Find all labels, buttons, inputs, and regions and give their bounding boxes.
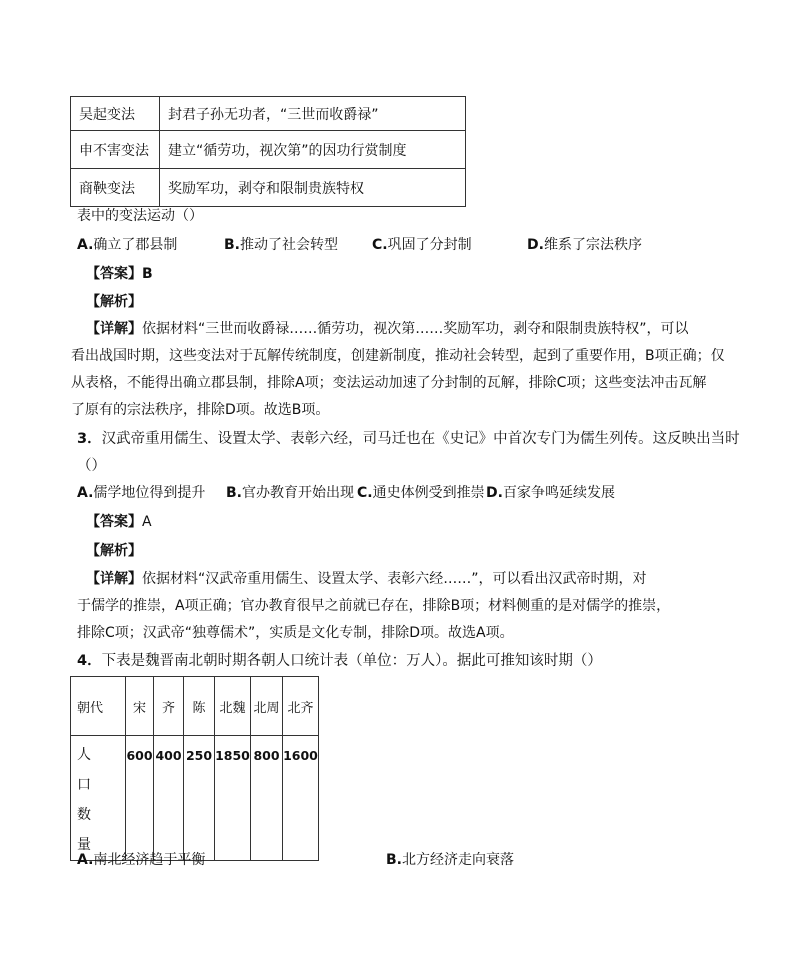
option-letter: B. <box>224 237 240 253</box>
q2-detail-line-4: 了原有的宗法秩序，排除D项。故选B项。 <box>71 402 330 418</box>
header-cell: 齐 <box>154 677 184 736</box>
q2-detail-line-3: 从表格，不能得出确立郡县制，排除A项；变法运动加速了分封制的瓦解，排除C项；这些变法冲击瓦解 <box>71 375 707 391</box>
q3-option-a <box>77 482 205 502</box>
header-cell: 宋 <box>126 677 154 736</box>
q3-detail-line-2: 于儒学的推崇，A项正确；官办教育很早之前就已存在，排除B项；材料侧重的是对儒学的推崇， <box>77 598 671 614</box>
option-text: 百家争鸣延续发展 <box>502 485 615 501</box>
detail-label: 【详解】 <box>86 321 142 337</box>
option-text: 北方经济走向衰落 <box>402 852 514 868</box>
q2-analysis-label: 【解析】 <box>86 294 142 310</box>
option-text: 通史体例受到推崇 <box>372 485 485 501</box>
stem-text: 汉武帝重用儒生、设置太学、表彰六经，司马迁也在《史记》中首次专门为儒生列传。这反映出当时 <box>101 431 740 447</box>
option-text: 推动了社会转型 <box>240 237 338 253</box>
q2-detail-line-2: 看出战国时期，这些变法对于瓦解传统制度，创建新制度，推动社会转型，起到了重要作用，B项正确；仅 <box>71 348 725 364</box>
population-table <box>70 676 319 861</box>
q2-option-b <box>224 234 338 254</box>
population-cell: 600 <box>126 736 154 861</box>
population-cell: 250 <box>184 736 215 861</box>
table-row <box>71 169 466 207</box>
option-letter: A. <box>77 852 94 868</box>
detail-text: 依据材料“三世而收爵禄……循劳功，视次第……奖励军功，剥夺和限制贵族特权”，可以 <box>142 321 689 337</box>
header-cell: 北魏 <box>215 677 251 736</box>
q4-option-b <box>386 849 514 869</box>
reform-content: 封君子孙无功者，“三世而收爵禄” <box>160 97 466 131</box>
option-text: 维系了宗法秩序 <box>543 237 642 253</box>
population-cell: 400 <box>154 736 184 861</box>
population-cell: 1850 <box>215 736 251 861</box>
option-text: 儒学地位得到提升 <box>93 485 206 501</box>
q4-option-a <box>77 849 205 869</box>
reforms-table <box>70 96 466 207</box>
answer-value: B <box>142 266 153 282</box>
option-letter: B. <box>226 485 242 501</box>
option-text: 巩固了分封制 <box>387 237 472 253</box>
label-char: 数 <box>77 807 91 823</box>
q3-option-b <box>226 482 354 502</box>
option-letter: D. <box>527 237 544 253</box>
answer-label: 【答案】 <box>86 514 142 530</box>
reform-name: 申不害变法 <box>71 131 160 169</box>
q3-stem-line-2: （） <box>77 458 106 474</box>
q2-option-a <box>77 234 177 254</box>
question-number: 4． <box>77 653 102 669</box>
population-cell: 800 <box>251 736 283 861</box>
table-row <box>71 736 319 861</box>
question-number: 3． <box>77 431 102 447</box>
header-dynasty-label: 朝代 <box>71 677 126 736</box>
header-cell: 北齐 <box>283 677 319 736</box>
header-cell: 陈 <box>184 677 215 736</box>
table-row <box>71 97 466 131</box>
header-cell: 北周 <box>251 677 283 736</box>
reform-content: 建立“循劳功，视次第”的因功行赏制度 <box>160 131 466 169</box>
label-char: 人 <box>77 747 91 763</box>
q3-answer <box>86 511 152 531</box>
answer-value: A <box>142 514 152 530</box>
q2-detail-line-1 <box>86 318 689 338</box>
q2-option-d <box>527 234 642 254</box>
q2-option-c <box>372 234 472 254</box>
q3-option-c <box>357 482 485 502</box>
option-letter: A. <box>77 485 94 501</box>
option-letter: C. <box>372 237 388 253</box>
table-header-row <box>71 677 319 736</box>
q3-detail-line-1 <box>86 568 647 588</box>
option-letter: C. <box>357 485 373 501</box>
detail-text: 依据材料“汉武帝重用儒生、设置太学、表彰六经……”，可以看出汉武帝时期，对 <box>142 571 647 587</box>
option-text: 确立了郡县制 <box>93 237 178 253</box>
q3-detail-line-3: 排除C项；汉武帝“独尊儒术”，实质是文化专制，排除D项。故选A项。 <box>77 625 514 641</box>
reform-name: 吴起变法 <box>71 97 160 131</box>
detail-label: 【详解】 <box>86 571 142 587</box>
q3-stem-line-1 <box>77 427 740 448</box>
population-row-label <box>71 736 126 861</box>
q3-analysis-label: 【解析】 <box>86 543 142 559</box>
reform-content: 奖励军功，剥夺和限制贵族特权 <box>160 169 466 207</box>
answer-label: 【答案】 <box>86 266 142 282</box>
reform-name: 商鞅变法 <box>71 169 160 207</box>
option-text: 南北经济趋于平衡 <box>93 852 206 868</box>
q2-answer <box>86 263 153 283</box>
q4-stem <box>77 649 602 670</box>
population-cell: 1600 <box>283 736 319 861</box>
q2-stem: 表中的变法运动（） <box>77 208 203 224</box>
option-letter: D. <box>486 485 503 501</box>
option-letter: B. <box>386 852 402 868</box>
option-text: 官办教育开始出现 <box>242 485 354 501</box>
option-letter: A. <box>77 237 94 253</box>
stem-text: 下表是魏晋南北朝时期各朝人口统计表（单位：万人）。据此可推知该时期（） <box>101 653 602 669</box>
label-char: 量 <box>77 837 91 853</box>
table-row <box>71 131 466 169</box>
q3-option-d <box>486 482 615 502</box>
label-char: 口 <box>77 777 91 793</box>
